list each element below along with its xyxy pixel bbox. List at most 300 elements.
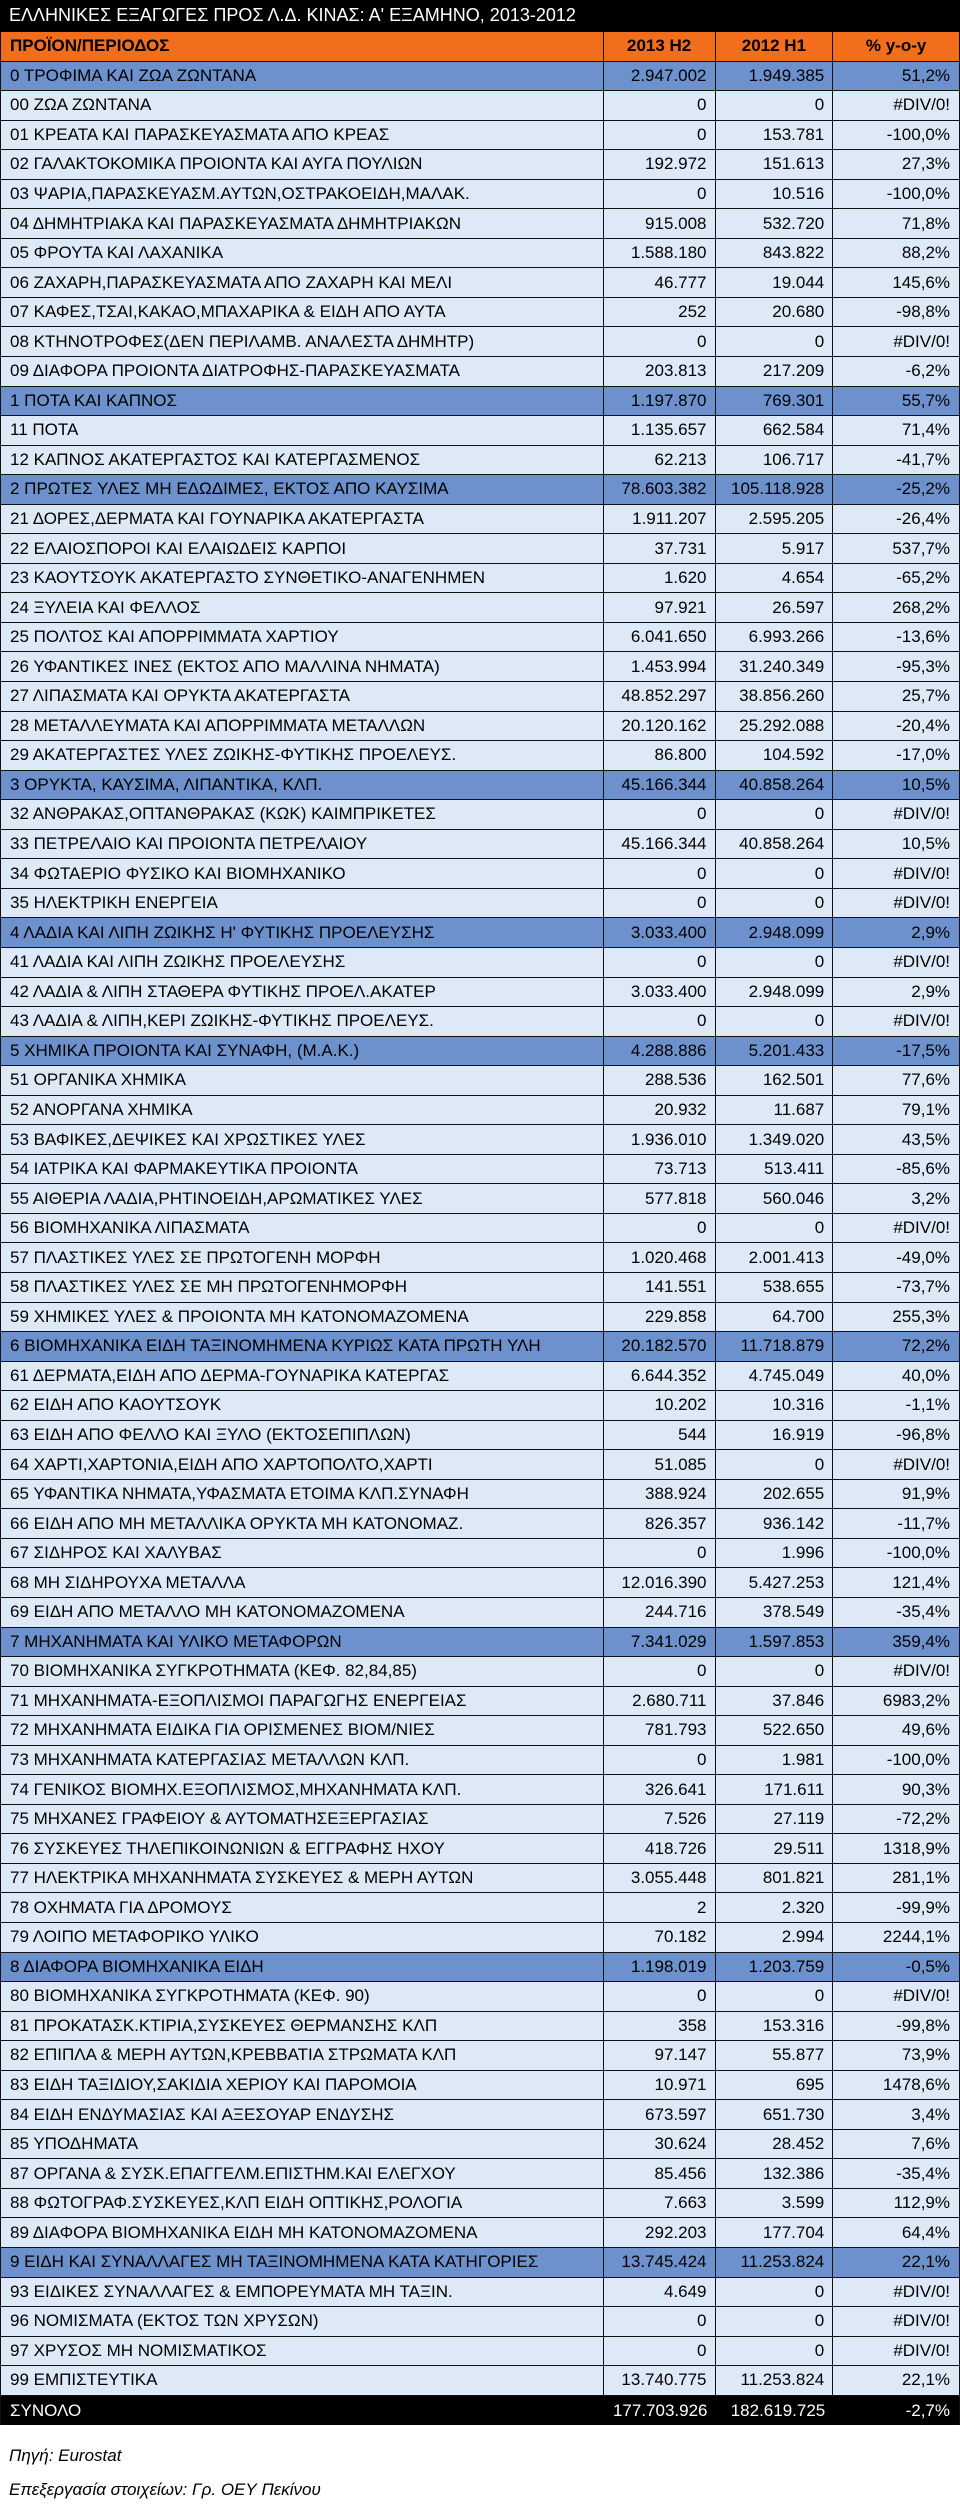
product-cell: 97 ΧΡΥΣΟΣ ΜΗ ΝΟΜΙΣΜΑΤΙΚΟΣ <box>1 2337 604 2366</box>
table-row <box>1 2012 959 2042</box>
value-2012-h1-cell: 4.745.049 <box>716 1362 834 1391</box>
value-2012-h1-cell: 5.201.433 <box>716 1037 834 1066</box>
table-row <box>1 150 959 180</box>
product-cell: 57 ΠΛΑΣΤΙΚΕΣ ΥΛΕΣ ΣΕ ΠΡΩΤΟΓΕΝΗ ΜΟΡΦΗ <box>1 1243 604 1272</box>
yoy-change-cell: #DIV/0! <box>893 804 951 824</box>
value-2013-h2-cell: 0 <box>604 1214 716 1243</box>
product-cell: 7 ΜΗΧΑΝΗΜΑΤΑ ΚΑΙ ΥΛΙΚΟ ΜΕΤΑΦΟΡΩΝ <box>1 1628 604 1657</box>
yoy-change-cell: 79,1% <box>901 1099 951 1119</box>
table-row <box>1 2130 959 2160</box>
col-header-2012-h1: 2012 Η1 <box>716 32 834 61</box>
value-2013-h2-cell: 0 <box>604 948 716 977</box>
value-2012-h1-cell: 153.316 <box>716 2012 834 2041</box>
value-2012-h1-cell: 378.549 <box>716 1598 834 1627</box>
yoy-change-cell: -49,0% <box>896 1247 951 1267</box>
yoy-change-cell: 71,4% <box>901 420 951 440</box>
product-cell: 43 ΛΑΔΙΑ & ΛΙΠΗ,ΚΕΡΙ ΖΩΙΚΗΣ-ΦΥΤΙΚΗΣ ΠΡΟΕΛΕΥΣ. <box>1 1007 604 1036</box>
value-2012-h1-cell: 31.240.349 <box>716 652 834 681</box>
value-2012-h1-cell: 40.858.264 <box>716 830 834 859</box>
section-row <box>1 771 959 801</box>
value-2012-h1-cell: 0 <box>716 1450 834 1479</box>
value-2013-h2-cell: 1.588.180 <box>604 239 716 268</box>
yoy-change-cell: -72,2% <box>896 1809 951 1829</box>
value-2013-h2-cell: 85.456 <box>604 2159 716 2188</box>
yoy-change-cell: #DIV/0! <box>893 863 951 883</box>
value-2012-h1-cell: 27.119 <box>716 1805 834 1834</box>
table-row <box>1 1598 959 1628</box>
value-2013-h2-cell: 177.703.926 <box>612 2400 708 2420</box>
value-2013-h2-cell: 78.603.382 <box>604 475 716 504</box>
value-2012-h1-cell: 0 <box>716 1982 834 2011</box>
yoy-change-cell: 71,8% <box>901 213 951 233</box>
value-2013-h2-cell: 0 <box>604 327 716 356</box>
value-2013-h2-cell: 252 <box>604 298 716 327</box>
value-2013-h2-cell: 30.624 <box>604 2130 716 2159</box>
product-cell: 42 ΛΑΔΙΑ & ΛΙΠΗ ΣΤΑΘΕΡΑ ΦΥΤΙΚΗΣ ΠΡΟΕΛ.ΑΚΑΤΕΡ <box>1 978 604 1007</box>
value-2012-h1-cell: 29.511 <box>716 1834 834 1863</box>
table-row <box>1 1746 959 1776</box>
value-2013-h2-cell: 326.641 <box>604 1775 716 1804</box>
product-cell: 67 ΣΙΔΗΡΟΣ ΚΑΙ ΧΑΛΥΒΑΣ <box>1 1539 604 1568</box>
yoy-change-cell: #DIV/0! <box>893 1011 951 1031</box>
product-cell: 65 ΥΦΑΝΤΙΚΑ ΝΗΜΑΤΑ,ΥΦΑΣΜΑΤΑ ΕΤΟΙΜΑ ΚΛΠ.ΣΥΝΑΦΗ <box>1 1480 604 1509</box>
table-row <box>1 1775 959 1805</box>
value-2013-h2-cell: 0 <box>604 1746 716 1775</box>
table-row <box>1 1657 959 1687</box>
value-2013-h2-cell: 1.453.994 <box>604 652 716 681</box>
product-cell: 63 ΕΙΔΗ ΑΠΟ ΦΕΛΛΟ ΚΑΙ ΞΥΛΟ (ΕΚΤΟΣΕΠΙΠΛΩΝ) <box>1 1421 604 1450</box>
product-cell: 03 ΨΑΡΙΑ,ΠΑΡΑΣΚΕΥΑΣΜ.ΑΥΤΩΝ,ΟΣΤΡΑΚΟΕΙΔΗ,ΜΑΛΑΚ. <box>1 180 604 209</box>
value-2012-h1-cell: 3.599 <box>716 2189 834 2218</box>
product-cell: 87 ΟΡΓΑΝΑ & ΣΥΣΚ.ΕΠΑΓΓΕΛΜ.ΕΠΙΣΤΗΜ.ΚΑΙ ΕΛΕΓΧΟΥ <box>1 2159 604 2188</box>
table-row <box>1 505 959 535</box>
value-2013-h2-cell: 915.008 <box>604 209 716 238</box>
yoy-change-cell: -26,4% <box>896 509 951 529</box>
table-row <box>1 2278 959 2308</box>
table-row <box>1 1687 959 1717</box>
table-row <box>1 948 959 978</box>
value-2013-h2-cell: 229.858 <box>604 1303 716 1332</box>
value-2012-h1-cell: 651.730 <box>716 2100 834 2129</box>
table-row <box>1 298 959 328</box>
table-row <box>1 830 959 860</box>
table-row <box>1 91 959 121</box>
yoy-change-cell: 7,6% <box>911 2134 951 2154</box>
product-cell: 58 ΠΛΑΣΤΙΚΕΣ ΥΛΕΣ ΣΕ ΜΗ ΠΡΩΤΟΓΕΝΗΜΟΡΦΗ <box>1 1273 604 1302</box>
yoy-change-cell: -25,2% <box>896 479 951 499</box>
product-cell: 2 ΠΡΩΤΕΣ ΥΛΕΣ ΜΗ ΕΔΩΔΙΜΕΣ, ΕΚΤΟΣ ΑΠΟ ΚΑΥΣΙΜΑ <box>1 475 604 504</box>
value-2012-h1-cell: 151.613 <box>716 150 834 179</box>
value-2012-h1-cell: 0 <box>716 948 834 977</box>
product-cell: 29 ΑΚΑΤΕΡΓΑΣΤΕΣ ΥΛΕΣ ΖΩΙΚΗΣ-ΦΥΤΙΚΗΣ ΠΡΟΕΛΕΥΣ. <box>1 741 604 770</box>
yoy-change-cell: -85,6% <box>896 1159 951 1179</box>
product-cell: 21 ΔΟΡΕΣ,ΔΕΡΜΑΤΑ ΚΑΙ ΓΟΥΝΑΡΙΚΑ ΑΚΑΤΕΡΓΑΣΤΑ <box>1 505 604 534</box>
value-2012-h1-cell: 104.592 <box>716 741 834 770</box>
product-cell: 75 ΜΗΧΑΝΕΣ ΓΡΑΦΕΙΟΥ & ΑΥΤΟΜΑΤΗΣΕΞΕΡΓΑΣΙΑΣ <box>1 1805 604 1834</box>
table-row <box>1 2159 959 2189</box>
value-2013-h2-cell: 20.932 <box>604 1096 716 1125</box>
section-row <box>1 1037 959 1067</box>
value-2013-h2-cell: 292.203 <box>604 2218 716 2247</box>
yoy-change-cell: 64,4% <box>901 2222 951 2242</box>
yoy-change-cell: -35,4% <box>896 1602 951 1622</box>
value-2013-h2-cell: 2 <box>604 1893 716 1922</box>
product-cell: 96 ΝΟΜΙΣΜΑΤΑ (ΕΚΤΟΣ ΤΩΝ ΧΡΥΣΩΝ) <box>1 2307 604 2336</box>
table-row <box>1 1450 959 1480</box>
yoy-change-cell: 49,6% <box>901 1720 951 1740</box>
product-cell: 84 ΕΙΔΗ ΕΝΔΥΜΑΣΙΑΣ ΚΑΙ ΑΞΕΣΟΥΑΡ ΕΝΔΥΣΗΣ <box>1 2100 604 2129</box>
product-cell: 53 ΒΑΦΙΚΕΣ,ΔΕΨΙΚΕΣ ΚΑΙ ΧΡΩΣΤΙΚΕΣ ΥΛΕΣ <box>1 1125 604 1154</box>
table-row <box>1 1480 959 1510</box>
yoy-change-cell: -0,5% <box>905 1956 951 1976</box>
product-cell: 82 ΕΠΙΠΛΑ & ΜΕΡΗ ΑΥΤΩΝ,ΚΡΕΒΒΑΤΙΑ ΣΤΡΩΜΑΤΑ ΚΛΠ <box>1 2041 604 2070</box>
table-row <box>1 1716 959 1746</box>
table-row <box>1 1539 959 1569</box>
table-row <box>1 1805 959 1835</box>
yoy-change-cell: -73,7% <box>896 1277 951 1297</box>
value-2013-h2-cell: 0 <box>604 2307 716 2336</box>
product-cell: 35 ΗΛΕΚΤΡΙΚΗ ΕΝΕΡΓΕΙΑ <box>1 889 604 918</box>
value-2013-h2-cell: 203.813 <box>604 357 716 386</box>
table-row <box>1 1362 959 1392</box>
product-cell: 24 ΞΥΛΕΙΑ ΚΑΙ ΦΕΛΛΟΣ <box>1 593 604 622</box>
yoy-change-cell: -35,4% <box>896 2163 951 2183</box>
value-2012-h1-cell: 936.142 <box>716 1509 834 1538</box>
value-2012-h1-cell: 4.654 <box>716 564 834 593</box>
yoy-change-cell: 255,3% <box>892 1306 951 1326</box>
yoy-change-cell: -100,0% <box>886 1749 951 1769</box>
value-2013-h2-cell: 0 <box>604 1007 716 1036</box>
table-row <box>1 1273 959 1303</box>
value-2012-h1-cell: 0 <box>716 1007 834 1036</box>
yoy-change-cell: -100,0% <box>886 184 951 203</box>
value-2013-h2-cell: 1.135.657 <box>604 416 716 445</box>
yoy-change-cell: 112,9% <box>893 2193 951 2213</box>
yoy-change-cell: 2,9% <box>911 981 951 1001</box>
value-2013-h2-cell: 48.852.297 <box>604 682 716 711</box>
table-row <box>1 593 959 623</box>
table-row <box>1 1214 959 1244</box>
yoy-change-cell: -95,3% <box>896 656 951 676</box>
value-2012-h1-cell: 5.427.253 <box>716 1568 834 1597</box>
table-row <box>1 1834 959 1864</box>
value-2012-h1-cell: 2.948.099 <box>716 978 834 1007</box>
value-2012-h1-cell: 5.917 <box>716 534 834 563</box>
value-2013-h2-cell: 3.033.400 <box>604 918 716 947</box>
yoy-change-cell: -99,8% <box>896 2015 951 2035</box>
value-2012-h1-cell: 64.700 <box>716 1303 834 1332</box>
product-cell: 09 ΔΙΑΦΟΡΑ ΠΡΟΙΟΝΤΑ ΔΙΑΤΡΟΦΗΣ-ΠΑΡΑΣΚΕΥΑΣΜΑΤΑ <box>1 357 604 386</box>
product-cell: 66 ΕΙΔΗ ΑΠΟ ΜΗ ΜΕΤΑΛΛΙΚΑ ΟΡΥΚΤΑ ΜΗ ΚΑΤΟΝΟΜΑΖ. <box>1 1509 604 1538</box>
yoy-change-cell: 281,1% <box>892 1868 951 1888</box>
value-2012-h1-cell: 55.877 <box>716 2041 834 2070</box>
product-cell: 77 ΗΛΕΚΤΡΙΚΑ ΜΗΧΑΝΗΜΑΤΑ ΣΥΣΚΕΥΕΣ & ΜΕΡΗ ΑΥΤΩΝ <box>1 1864 604 1893</box>
table-row <box>1 623 959 653</box>
value-2013-h2-cell: 4.649 <box>604 2278 716 2307</box>
yoy-change-cell: 91,9% <box>901 1484 951 1504</box>
value-2013-h2-cell: 3.055.448 <box>604 1864 716 1893</box>
product-cell: 70 ΒΙΟΜΗΧΑΝΙΚΑ ΣΥΓΚΡΟΤΗΜΑΤΑ (ΚΕΦ. 82,84,85) <box>1 1657 604 1686</box>
product-cell: ΣΥΝΟΛΟ <box>10 2400 82 2420</box>
value-2013-h2-cell: 37.731 <box>604 534 716 563</box>
value-2013-h2-cell: 2.947.002 <box>604 62 716 91</box>
table-row <box>1 1421 959 1451</box>
yoy-change-cell: 3,2% <box>911 1188 951 1208</box>
product-cell: 74 ΓΕΝΙΚΟΣ ΒΙΟΜΗΧ.ΕΞΟΠΛΙΣΜΟΣ,ΜΗΧΑΝΗΜΑΤΑ ΚΛΠ. <box>1 1775 604 1804</box>
value-2012-h1-cell: 11.687 <box>716 1096 834 1125</box>
table-row <box>1 209 959 239</box>
product-cell: 71 ΜΗΧΑΝΗΜΑΤΑ-ΕΞΟΠΛΙΣΜΟΙ ΠΑΡΑΓΩΓΗΣ ΕΝΕΡΓΕΙΑΣ <box>1 1687 604 1716</box>
section-row <box>1 62 959 92</box>
value-2013-h2-cell: 1.198.019 <box>604 1953 716 1982</box>
table-row <box>1 2071 959 2101</box>
value-2013-h2-cell: 358 <box>604 2012 716 2041</box>
table-row <box>1 1864 959 1894</box>
product-cell: 23 ΚΑΟΥΤΣΟΥΚ ΑΚΑΤΕΡΓΑΣΤΟ ΣΥΝΘΕΤΙΚΟ-ΑΝΑΓΕΝΗΜΕΝ <box>1 564 604 593</box>
table-row <box>1 1509 959 1539</box>
value-2013-h2-cell: 12.016.390 <box>604 1568 716 1597</box>
table-header-row <box>1 32 959 62</box>
value-2013-h2-cell: 1.911.207 <box>604 505 716 534</box>
yoy-change-cell: 88,2% <box>901 243 951 263</box>
value-2013-h2-cell: 13.740.775 <box>604 2366 716 2395</box>
col-header-2013-h2: 2013 Η2 <box>604 32 716 61</box>
value-2012-h1-cell: 217.209 <box>716 357 834 386</box>
yoy-change-cell: -1,1% <box>905 1395 951 1415</box>
yoy-change-cell: 537,7% <box>892 538 951 558</box>
value-2012-h1-cell: 28.452 <box>716 2130 834 2159</box>
section-row <box>1 1953 959 1983</box>
value-2013-h2-cell: 10.202 <box>604 1391 716 1420</box>
value-2013-h2-cell: 51.085 <box>604 1450 716 1479</box>
product-cell: 04 ΔΗΜΗΤΡΙΑΚΑ ΚΑΙ ΠΑΡΑΣΚΕΥΑΣΜΑΤΑ ΔΗΜΗΤΡΙΑΚΩΝ <box>1 209 604 238</box>
value-2012-h1-cell: 11.718.879 <box>716 1332 834 1361</box>
value-2012-h1-cell: 0 <box>716 1657 834 1686</box>
yoy-change-cell: #DIV/0! <box>893 331 951 351</box>
yoy-change-cell: -17,0% <box>896 745 951 765</box>
value-2013-h2-cell: 781.793 <box>604 1716 716 1745</box>
value-2013-h2-cell: 0 <box>604 859 716 888</box>
value-2013-h2-cell: 13.745.424 <box>604 2248 716 2277</box>
value-2012-h1-cell: 0 <box>716 2278 834 2307</box>
product-cell: 32 ΑΝΘΡΑΚΑΣ,ΟΠΤΑΝΘΡΑΚΑΣ (ΚΩΚ) ΚΑΙΜΠΡΙΚΕΤΕΣ <box>1 800 604 829</box>
product-cell: 22 ΕΛΑΙΟΣΠΟΡΟΙ ΚΑΙ ΕΛΑΙΩΔΕΙΣ ΚΑΡΠΟΙ <box>1 534 604 563</box>
yoy-change-cell: 1318,9% <box>882 1838 951 1858</box>
product-cell: 81 ΠΡΟΚΑΤΑΣΚ.ΚΤΙΡΙΑ,ΣΥΣΚΕΥΕΣ ΘΕΡΜΑΝΣΗΣ ΚΛΠ <box>1 2012 604 2041</box>
yoy-change-cell: 40,0% <box>901 1365 951 1385</box>
product-cell: 76 ΣΥΣΚΕΥΕΣ ΤΗΛΕΠΙΚΟΙΝΩΝΙΩΝ & ΕΓΓΡΑΦΗΣ ΗΧΟΥ <box>1 1834 604 1863</box>
value-2013-h2-cell: 0 <box>604 2337 716 2366</box>
product-cell: 51 ΟΡΓΑΝΙΚΑ ΧΗΜΙΚΑ <box>1 1066 604 1095</box>
table-row <box>1 2366 959 2396</box>
value-2012-h1-cell: 153.781 <box>716 121 834 150</box>
product-cell: 8 ΔΙΑΦΟΡΑ ΒΙΟΜΗΧΑΝΙΚΑ ΕΙΔΗ <box>1 1953 604 1982</box>
product-cell: 9 ΕΙΔΗ ΚΑΙ ΣΥΝΑΛΛΑΓΕΣ ΜΗ ΤΑΞΙΝΟΜΗΜΕΝΑ ΚΑΤΑ ΚΑΤΗΓΟΡΙΕΣ <box>1 2248 604 2277</box>
table-row <box>1 682 959 712</box>
product-cell: 59 ΧΗΜΙΚΕΣ ΥΛΕΣ & ΠΡΟΙΟΝΤΑ ΜΗ ΚΑΤΟΝΟΜΑΖΟΜΕΝΑ <box>1 1303 604 1332</box>
yoy-change-cell: #DIV/0! <box>893 1454 951 1474</box>
value-2013-h2-cell: 141.551 <box>604 1273 716 1302</box>
value-2012-h1-cell: 538.655 <box>716 1273 834 1302</box>
product-cell: 34 ΦΩΤΑΕΡΙΟ ΦΥΣΙΚΟ ΚΑΙ ΒΙΟΜΗΧΑΝΙΚΟ <box>1 859 604 888</box>
value-2012-h1-cell: 1.349.020 <box>716 1125 834 1154</box>
product-cell: 79 ΛΟΙΠΟ ΜΕΤΑΦΟΡΙΚΟ ΥΛΙΚΟ <box>1 1923 604 1952</box>
yoy-change-cell: 6983,2% <box>882 1690 951 1710</box>
value-2013-h2-cell: 0 <box>604 1539 716 1568</box>
value-2012-h1-cell: 182.619.725 <box>730 2400 826 2420</box>
value-2013-h2-cell: 45.166.344 <box>604 771 716 800</box>
value-2013-h2-cell: 10.971 <box>604 2071 716 2100</box>
yoy-change-cell: -41,7% <box>896 449 951 469</box>
yoy-change-cell: -100,0% <box>886 1543 951 1563</box>
value-2013-h2-cell: 1.936.010 <box>604 1125 716 1154</box>
value-2012-h1-cell: 19.044 <box>716 268 834 297</box>
yoy-change-cell: -99,9% <box>896 1897 951 1917</box>
value-2012-h1-cell: 162.501 <box>716 1066 834 1095</box>
value-2013-h2-cell: 7.663 <box>604 2189 716 2218</box>
yoy-change-cell: #DIV/0! <box>893 2340 951 2360</box>
value-2013-h2-cell: 1.197.870 <box>604 387 716 416</box>
value-2012-h1-cell: 2.994 <box>716 1923 834 1952</box>
value-2012-h1-cell: 1.996 <box>716 1539 834 1568</box>
yoy-change-cell: 268,2% <box>892 597 951 617</box>
product-cell: 52 ΑΝΟΡΓΑΝΑ ΧΗΜΙΚΑ <box>1 1096 604 1125</box>
yoy-change-cell: 77,6% <box>901 1070 951 1090</box>
value-2013-h2-cell: 288.536 <box>604 1066 716 1095</box>
product-cell: 11 ΠΟΤΑ <box>1 416 604 445</box>
table-row <box>1 121 959 151</box>
table-row <box>1 357 959 387</box>
product-cell: 06 ΖΑΧΑΡΗ,ΠΑΡΑΣΚΕΥΑΣΜΑΤΑ ΑΠΟ ΖΑΧΑΡΗ ΚΑΙ ΜΕΛΙ <box>1 268 604 297</box>
yoy-change-cell: 22,1% <box>901 2252 951 2272</box>
yoy-change-cell: 51,2% <box>901 65 951 85</box>
value-2013-h2-cell: 97.921 <box>604 593 716 622</box>
value-2013-h2-cell: 544 <box>604 1421 716 1450</box>
product-cell: 1 ΠΟΤΑ ΚΑΙ ΚΑΠΝΟΣ <box>1 387 604 416</box>
yoy-change-cell: 145,6% <box>892 272 951 292</box>
value-2013-h2-cell: 97.147 <box>604 2041 716 2070</box>
product-cell: 26 ΥΦΑΝΤΙΚΕΣ ΙΝΕΣ (ΕΚΤΟΣ ΑΠΟ ΜΑΛΛΙΝΑ ΝΗΜΑΤΑ) <box>1 652 604 681</box>
yoy-change-cell: -6,2% <box>905 361 951 381</box>
value-2013-h2-cell: 70.182 <box>604 1923 716 1952</box>
product-cell: 62 ΕΙΔΗ ΑΠΟ ΚΑΟΥΤΣΟΥΚ <box>1 1391 604 1420</box>
value-2012-h1-cell: 0 <box>716 91 834 120</box>
product-cell: 3 ΟΡΥΚΤΑ, ΚΑΥΣΙΜΑ, ΛΙΠΑΝΤΙΚΑ, ΚΛΠ. <box>1 771 604 800</box>
section-row <box>1 387 959 417</box>
product-cell: 05 ΦΡΟΥΤΑ ΚΑΙ ΛΑΧΑΝΙΚΑ <box>1 239 604 268</box>
yoy-change-cell: -100,0% <box>886 124 951 144</box>
value-2012-h1-cell: 10.316 <box>716 1391 834 1420</box>
table-row <box>1 1243 959 1273</box>
value-2012-h1-cell: 0 <box>716 1214 834 1243</box>
yoy-change-cell: 25,7% <box>901 686 951 706</box>
product-cell: 88 ΦΩΤΟΓΡΑΦ.ΣΥΣΚΕΥΕΣ,ΚΛΠ ΕΙΔΗ ΟΠΤΙΚΗΣ,ΡΟΛΟΓΙΑ <box>1 2189 604 2218</box>
table-row <box>1 1155 959 1185</box>
product-cell: 69 ΕΙΔΗ ΑΠΟ ΜΕΤΑΛΛΟ ΜΗ ΚΑΤΟΝΟΜΑΖΟΜΕΝΑ <box>1 1598 604 1627</box>
yoy-change-cell: 27,3% <box>901 154 951 174</box>
value-2012-h1-cell: 38.856.260 <box>716 682 834 711</box>
section-row <box>1 2248 959 2278</box>
yoy-change-cell: -13,6% <box>896 627 951 647</box>
value-2012-h1-cell: 2.595.205 <box>716 505 834 534</box>
table-row <box>1 889 959 919</box>
value-2012-h1-cell: 25.292.088 <box>716 712 834 741</box>
value-2012-h1-cell: 843.822 <box>716 239 834 268</box>
table-row <box>1 800 959 830</box>
value-2013-h2-cell: 46.777 <box>604 268 716 297</box>
product-cell: 85 ΥΠΟΔΗΜΑΤΑ <box>1 2130 604 2159</box>
yoy-change-cell: -17,5% <box>896 1040 951 1060</box>
product-cell: 25 ΠΟΛΤΟΣ ΚΑΙ ΑΠΟΡΡΙΜΜΑΤΑ ΧΑΡΤΙΟΥ <box>1 623 604 652</box>
product-cell: 27 ΛΙΠΑΣΜΑΤΑ ΚΑΙ ΟΡΥΚΤΑ ΑΚΑΤΕΡΓΑΣΤΑ <box>1 682 604 711</box>
yoy-change-cell: -11,7% <box>897 1513 951 1533</box>
table-row <box>1 446 959 476</box>
product-cell: 41 ΛΑΔΙΑ ΚΑΙ ΛΙΠΗ ΖΩΙΚΗΣ ΠΡΟΕΛΕΥΣΗΣ <box>1 948 604 977</box>
value-2013-h2-cell: 86.800 <box>604 741 716 770</box>
value-2013-h2-cell: 20.182.570 <box>604 1332 716 1361</box>
yoy-change-cell: #DIV/0! <box>893 2281 951 2301</box>
value-2012-h1-cell: 1.981 <box>716 1746 834 1775</box>
yoy-change-cell: #DIV/0! <box>893 1218 951 1238</box>
table-row <box>1 2189 959 2219</box>
value-2012-h1-cell: 16.919 <box>716 1421 834 1450</box>
value-2013-h2-cell: 2.680.711 <box>604 1687 716 1716</box>
product-cell: 56 ΒΙΟΜΗΧΑΝΙΚΑ ΛΙΠΑΣΜΑΤΑ <box>1 1214 604 1243</box>
value-2013-h2-cell: 7.526 <box>604 1805 716 1834</box>
yoy-change-cell: 73,9% <box>901 2045 951 2065</box>
section-row <box>1 1332 959 1362</box>
product-cell: 80 ΒΙΟΜΗΧΑΝΙΚΑ ΣΥΓΚΡΟΤΗΜΑΤΑ (ΚΕΦ. 90) <box>1 1982 604 2011</box>
value-2012-h1-cell: 40.858.264 <box>716 771 834 800</box>
value-2013-h2-cell: 0 <box>604 1982 716 2011</box>
yoy-change-cell: 10,5% <box>901 834 951 854</box>
product-cell: 55 ΑΙΘΕΡΙΑ ΛΑΔΙΑ,ΡΗΤΙΝΟΕΙΔΗ,ΑΡΩΜΑΤΙΚΕΣ ΥΛΕΣ <box>1 1184 604 1213</box>
product-cell: 89 ΔΙΑΦΟΡΑ ΒΙΟΜΗΧΑΝΙΚΑ ΕΙΔΗ ΜΗ ΚΑΤΟΝΟΜΑΖΟΜΕΝΑ <box>1 2218 604 2247</box>
section-row <box>1 475 959 505</box>
value-2012-h1-cell: 0 <box>716 2337 834 2366</box>
value-2013-h2-cell: 6.041.650 <box>604 623 716 652</box>
value-2012-h1-cell: 0 <box>716 2307 834 2336</box>
product-cell: 83 ΕΙΔΗ ΤΑΞΙΔΙΟΥ,ΣΑΚΙΔΙΑ ΧΕΡΙΟΥ ΚΑΙ ΠΑΡΟΜΟΙΑ <box>1 2071 604 2100</box>
value-2013-h2-cell: 0 <box>604 800 716 829</box>
yoy-change-cell: 2244,1% <box>882 1927 951 1947</box>
yoy-change-cell: #DIV/0! <box>893 95 951 115</box>
table-title: ΕΛΛΗΝΙΚΕΣ ΕΞΑΓΩΓΕΣ ΠΡΟΣ Λ.Δ. ΚΙΝΑΣ: Α' ΕΞΑΜΗΝΟ, 2013-2012 <box>0 0 960 32</box>
yoy-change-cell: -96,8% <box>896 1424 951 1444</box>
table-row <box>1 180 959 210</box>
yoy-change-cell: 72,2% <box>901 1336 951 1356</box>
col-header-yoy: % y-o-y <box>865 36 927 56</box>
value-2012-h1-cell: 662.584 <box>716 416 834 445</box>
table-row <box>1 2041 959 2071</box>
product-cell: 72 ΜΗΧΑΝΗΜΑΤΑ ΕΙΔΙΚΑ ΓΙΑ ΟΡΙΣΜΕΝΕΣ ΒΙΟΜ/ΝΙΕΣ <box>1 1716 604 1745</box>
product-cell: 5 ΧΗΜΙΚΑ ΠΡΟΙΟΝΤΑ ΚΑΙ ΣΥΝΑΦΗ, (Μ.Α.Κ.) <box>1 1037 604 1066</box>
product-cell: 78 ΟΧΗΜΑΤΑ ΓΙΑ ΔΡΟΜΟΥΣ <box>1 1893 604 1922</box>
yoy-change-cell: 1478,6% <box>882 2075 951 2094</box>
value-2013-h2-cell: 62.213 <box>604 446 716 475</box>
yoy-change-cell: #DIV/0! <box>893 1986 951 2006</box>
product-cell: 08 ΚΤΗΝΟΤΡΟΦΕΣ(ΔΕΝ ΠΕΡΙΛΑΜΒ. ΑΝΑΛΕΣΤΑ ΔΗΜΗΤΡ) <box>1 327 604 356</box>
value-2012-h1-cell: 177.704 <box>716 2218 834 2247</box>
value-2012-h1-cell: 1.597.853 <box>716 1628 834 1657</box>
table-row <box>1 1007 959 1037</box>
value-2013-h2-cell: 6.644.352 <box>604 1362 716 1391</box>
product-cell: 02 ΓΑΛΑΚΤΟΚΟΜΙΚΑ ΠΡΟΙΟΝΤΑ ΚΑΙ ΑΥΓΑ ΠΟΥΛΙΩΝ <box>1 150 604 179</box>
table-row <box>1 416 959 446</box>
value-2013-h2-cell: 4.288.886 <box>604 1037 716 1066</box>
value-2012-h1-cell: 11.253.824 <box>716 2366 834 2395</box>
yoy-change-cell: 22,1% <box>901 2370 951 2390</box>
